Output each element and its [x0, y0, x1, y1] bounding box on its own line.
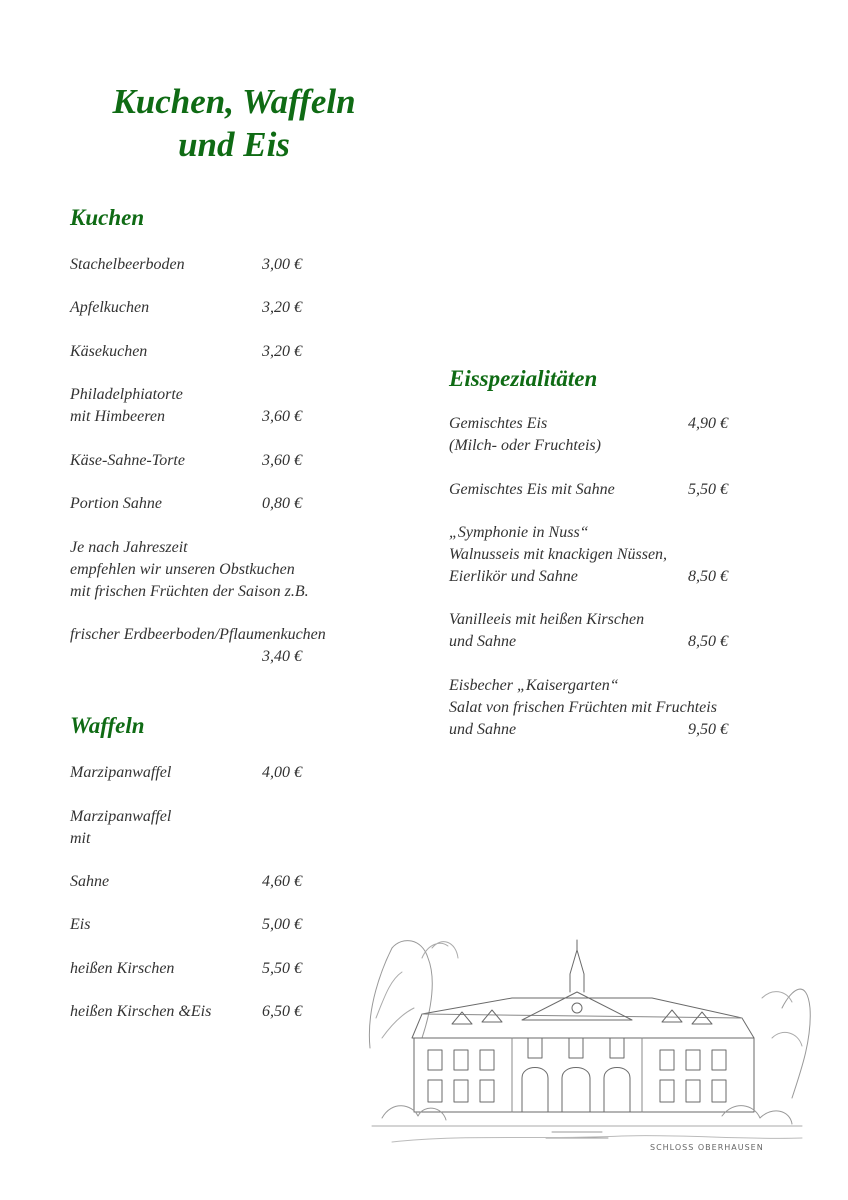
- item-name: Sahne: [70, 873, 110, 890]
- item-price: 0,80 €: [262, 495, 302, 512]
- waffeln-heading: Waffeln: [70, 713, 145, 738]
- item-name: heißen Kirschen &Eis: [70, 1003, 212, 1020]
- item-price: 3,40 €: [262, 648, 302, 665]
- item-price: 3,00 €: [262, 256, 302, 273]
- item-price: 4,60 €: [262, 873, 302, 890]
- item-description: und Sahne: [449, 633, 517, 650]
- note-line: mit frischen Früchten der Saison z.B.: [70, 583, 309, 600]
- item-name: heißen Kirschen: [70, 960, 175, 977]
- item-description: (Milch- oder Fruchteis): [449, 437, 601, 454]
- eis-heading: Eisspezialitäten: [449, 366, 598, 391]
- item-name: Apfelkuchen: [70, 299, 150, 316]
- item-price: 3,60 €: [262, 452, 302, 469]
- item-price: 4,00 €: [262, 764, 302, 781]
- note-line: empfehlen wir unseren Obstkuchen: [70, 561, 295, 578]
- item-name: Vanilleeis mit heißen Kirschen: [449, 611, 645, 628]
- item-name: Gemischtes Eis mit Sahne: [449, 481, 615, 498]
- item-price: 8,50 €: [688, 633, 728, 650]
- item-price: 9,50 €: [688, 721, 728, 738]
- item-name: Käse-Sahne-Torte: [70, 452, 185, 469]
- item-name: Käsekuchen: [70, 343, 148, 360]
- item-description: Eierlikör und Sahne: [449, 568, 578, 585]
- item-price: 3,20 €: [262, 299, 302, 316]
- item-name: Portion Sahne: [70, 495, 162, 512]
- page-title: [0, 80, 468, 166]
- item-price: 5,50 €: [688, 481, 728, 498]
- sketch-caption: SCHLOSS OBERHAUSEN: [650, 1143, 764, 1152]
- item-name: Eis: [70, 916, 91, 933]
- item-price: 4,90 €: [688, 415, 728, 432]
- item-name: mit Himbeeren: [70, 408, 165, 425]
- item-name: frischer Erdbeerboden/Pflaumenkuchen: [70, 626, 326, 643]
- title-line-2: und Eis: [178, 125, 290, 164]
- item-name: Marzipanwaffel: [70, 764, 172, 781]
- item-description: Salat von frischen Früchten mit Fruchteis: [449, 699, 717, 716]
- item-name: Marzipanwaffel: [70, 808, 172, 825]
- item-price: 5,50 €: [262, 960, 302, 977]
- item-price: 3,20 €: [262, 343, 302, 360]
- item-name: Philadelphiatorte: [70, 386, 183, 403]
- item-name: Stachelbeerboden: [70, 256, 185, 273]
- title-line-1: Kuchen, Waffeln: [112, 82, 356, 121]
- item-price: 6,50 €: [262, 1003, 302, 1020]
- item-name: „Symphonie in Nuss“: [449, 524, 589, 541]
- item-name: mit: [70, 830, 91, 847]
- kuchen-heading: Kuchen: [70, 205, 145, 230]
- item-description: Walnusseis mit knackigen Nüssen,: [449, 546, 668, 563]
- item-name: Gemischtes Eis: [449, 415, 548, 432]
- item-name: Eisbecher „Kaisergarten“: [449, 677, 619, 694]
- item-description: und Sahne: [449, 721, 517, 738]
- castle-sketch-illustration: [362, 928, 812, 1160]
- item-price: 5,00 €: [262, 916, 302, 933]
- item-price: 3,60 €: [262, 408, 302, 425]
- item-price: 8,50 €: [688, 568, 728, 585]
- note-line: Je nach Jahreszeit: [70, 539, 188, 556]
